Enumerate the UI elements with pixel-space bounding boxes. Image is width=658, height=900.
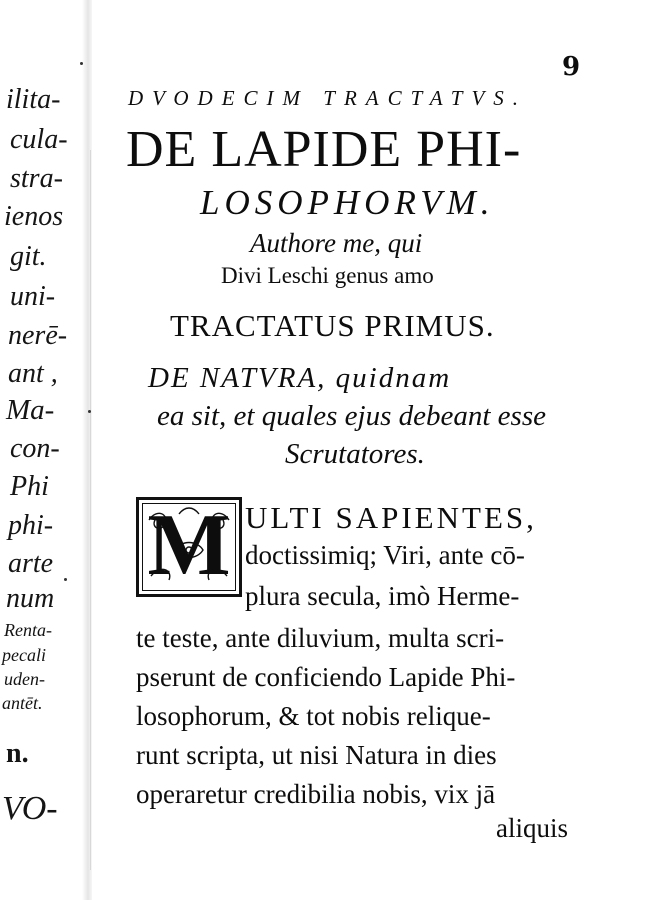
left-fragment: uden- [4, 669, 45, 689]
title-line-2: LOSOPHORVM. [200, 183, 495, 222]
left-fragment: nerē- [8, 320, 68, 351]
left-fragment: ilita- [6, 84, 61, 115]
author-line-2: Divi Leschi genus amo [221, 263, 434, 288]
ink-speck [80, 62, 83, 65]
chapter-title-line-1: DE NATVRA, quidnam [148, 362, 452, 394]
left-fragment: stra- [10, 163, 63, 194]
initial-letter: M [147, 497, 231, 594]
left-fragment: cula- [10, 124, 68, 155]
catchword: aliquis [496, 813, 568, 843]
ink-speck [88, 410, 91, 413]
left-fragment: Renta- [4, 620, 52, 640]
ink-speck [64, 578, 67, 581]
body-line: runt scripta, ut nisi Natura in dies [136, 740, 497, 770]
left-fragment: uni- [10, 281, 56, 312]
body-line: te teste, ante diluvium, multa scri- [136, 623, 505, 653]
right-page [100, 0, 658, 900]
left-fragment: antēt. [2, 693, 43, 713]
chapter-title-line-2: ea sit, et quales ejus debeant esse [157, 400, 546, 432]
body-line: losophorum, & tot nobis relique- [136, 701, 491, 731]
decorated-initial [136, 497, 242, 597]
chapter-title-line-3: Scrutatores. [285, 438, 425, 470]
title-line-1: DE LAPIDE PHI- [126, 121, 522, 178]
body-line: plura secula, imò Herme- [245, 581, 520, 611]
left-page-fragment [0, 0, 92, 900]
author-line-1: Authore me, qui [250, 228, 423, 258]
left-fragment: Ma- [6, 394, 55, 426]
left-fragment: ant , [8, 358, 58, 389]
running-head: DVODECIM TRACTATVS. [128, 86, 528, 110]
left-fragment: num [6, 583, 55, 614]
tractatus-heading: TRACTATUS PRIMUS. [170, 308, 495, 343]
left-fragment: Phi [10, 471, 49, 502]
body-line: ULTI SAPIENTES, [245, 500, 537, 535]
body-line: doctissimiq; Viri, ante cō- [245, 540, 525, 570]
left-fragment: phi- [8, 510, 54, 541]
left-fragment: n. [6, 738, 29, 769]
page-number: 9 [562, 52, 581, 82]
left-fragment: git. [10, 241, 47, 272]
left-fragment: VO- [2, 790, 58, 827]
left-fragment: con- [10, 433, 60, 464]
left-fragment: ienos [4, 201, 64, 232]
body-line: pserunt de conficiendo Lapide Phi- [136, 662, 516, 692]
left-fragment: pecali [2, 645, 46, 665]
body-line: operaretur credibilia nobis, vix jā [136, 779, 496, 809]
left-fragment: arte [8, 548, 54, 579]
gutter-line [90, 150, 91, 870]
